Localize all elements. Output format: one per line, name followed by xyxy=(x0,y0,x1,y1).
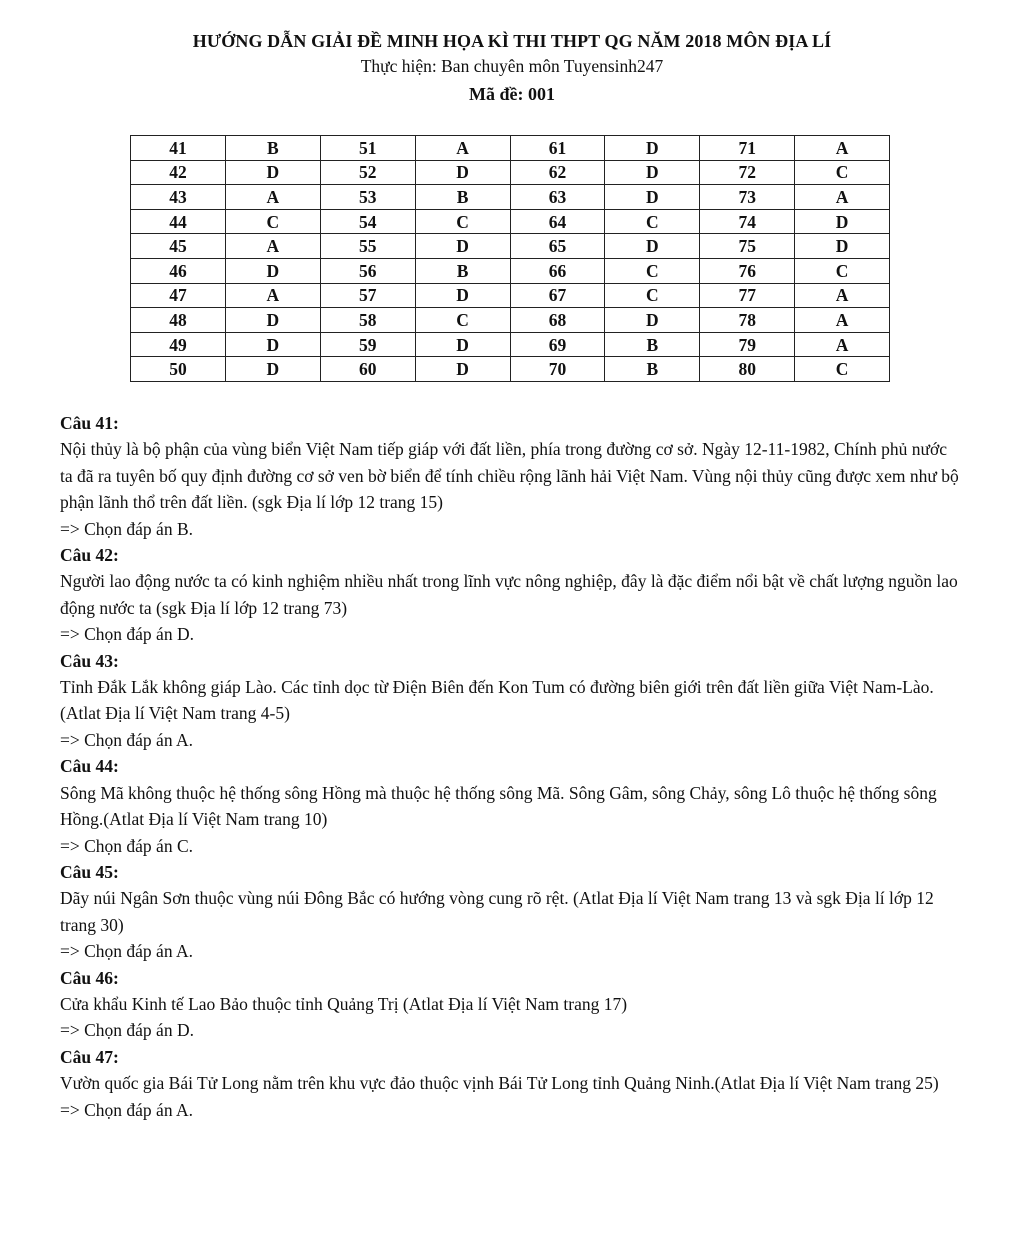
answer-letter-cell: A xyxy=(795,332,890,357)
question-number-cell: 67 xyxy=(510,283,605,308)
answer-letter-cell: D xyxy=(795,209,890,234)
question-explanation: Sông Mã không thuộc hệ thống sông Hồng mà thuộc hệ thống sông Mã. Sông Gâm, sông Chảy, sông Lô thuộc hệ thống sông Hồng.(Atlat Địa lí Việt Nam trang 10) xyxy=(60,782,937,830)
answer-letter-cell: C xyxy=(795,357,890,382)
question-number-cell: 70 xyxy=(510,357,605,382)
answer-letter-cell: B xyxy=(605,357,700,382)
question-number-cell: 52 xyxy=(320,160,415,185)
answer-letter-cell: D xyxy=(415,357,510,382)
question-number-cell: 41 xyxy=(131,136,226,161)
answer-letter-cell: B xyxy=(605,332,700,357)
answer-letter-cell: C xyxy=(415,209,510,234)
answer-letter-cell: D xyxy=(225,160,320,185)
question-title: Câu 46: xyxy=(60,967,119,988)
table-row xyxy=(131,160,890,185)
answer-letter-cell: A xyxy=(795,185,890,210)
question-number-cell: 46 xyxy=(131,258,226,283)
table-row xyxy=(131,136,890,161)
question-block xyxy=(60,753,960,859)
question-block xyxy=(60,965,960,1044)
question-answer: => Chọn đáp án A. xyxy=(60,941,193,962)
question-number-cell: 74 xyxy=(700,209,795,234)
answer-letter-cell: D xyxy=(605,136,700,161)
question-explanation: Vườn quốc gia Bái Tử Long nằm trên khu vực đảo thuộc vịnh Bái Tử Long tỉnh Quảng Ninh.(Atlat Địa lí Việt Nam trang 25) xyxy=(60,1073,939,1094)
answer-letter-cell: B xyxy=(415,185,510,210)
question-number-cell: 44 xyxy=(131,209,226,234)
table-row xyxy=(131,308,890,333)
answer-letter-cell: D xyxy=(795,234,890,259)
question-number-cell: 62 xyxy=(510,160,605,185)
question-number-cell: 64 xyxy=(510,209,605,234)
question-block xyxy=(60,410,960,542)
question-number-cell: 68 xyxy=(510,308,605,333)
explanations-section xyxy=(60,410,960,1123)
question-number-cell: 80 xyxy=(700,357,795,382)
answer-letter-cell: D xyxy=(605,308,700,333)
document-subtitle: Thực hiện: Ban chuyên môn Tuyensinh247 xyxy=(360,56,664,76)
answer-letter-cell: C xyxy=(605,283,700,308)
exam-code: Mã đề: 001 xyxy=(469,84,555,104)
question-number-cell: 49 xyxy=(131,332,226,357)
table-row xyxy=(131,332,890,357)
question-number-cell: 58 xyxy=(320,308,415,333)
answer-letter-cell: C xyxy=(605,209,700,234)
question-number-cell: 77 xyxy=(700,283,795,308)
question-explanation: Tỉnh Đắk Lắk không giáp Lào. Các tỉnh dọc từ Điện Biên đến Kon Tum có đường biên giới trên đất liền giữa Việt Nam-Lào. (Atlat Địa lí Việt Nam trang 4-5) xyxy=(60,677,934,724)
answer-letter-cell: D xyxy=(225,332,320,357)
question-number-cell: 56 xyxy=(320,258,415,283)
question-block xyxy=(60,859,960,965)
document-title: HƯỚNG DẪN GIẢI ĐỀ MINH HỌA KÌ THI THPT QG NĂM 2018 MÔN ĐỊA LÍ xyxy=(192,31,832,51)
question-number-cell: 79 xyxy=(700,332,795,357)
question-answer: => Chọn đáp án A. xyxy=(60,1099,193,1120)
question-explanation: Người lao động nước ta có kinh nghiệm nhiều nhất trong lĩnh vực nông nghiệp, đây là đặc điểm nổi bật về chất lượng nguồn lao động nước ta (sgk Địa lí lớp 12 trang 73) xyxy=(60,571,958,618)
question-number-cell: 54 xyxy=(320,209,415,234)
question-number-cell: 51 xyxy=(320,136,415,161)
question-number-cell: 72 xyxy=(700,160,795,185)
question-title: Câu 45: xyxy=(60,861,119,882)
answer-letter-cell: C xyxy=(795,160,890,185)
table-row xyxy=(131,209,890,234)
question-number-cell: 57 xyxy=(320,283,415,308)
answer-letter-cell: C xyxy=(225,209,320,234)
question-answer: => Chọn đáp án B. xyxy=(60,518,193,539)
answer-letter-cell: C xyxy=(795,258,890,283)
answer-letter-cell: D xyxy=(605,234,700,259)
question-number-cell: 43 xyxy=(131,185,226,210)
question-number-cell: 42 xyxy=(131,160,226,185)
question-block xyxy=(60,542,960,648)
answer-letter-cell: A xyxy=(225,283,320,308)
question-number-cell: 45 xyxy=(131,234,226,259)
answer-letter-cell: C xyxy=(605,258,700,283)
answer-letter-cell: A xyxy=(795,136,890,161)
answer-letter-cell: B xyxy=(415,258,510,283)
question-number-cell: 71 xyxy=(700,136,795,161)
answer-letter-cell: A xyxy=(795,283,890,308)
document-header xyxy=(0,30,1024,108)
table-row xyxy=(131,185,890,210)
answer-letter-cell: D xyxy=(225,258,320,283)
question-answer: => Chọn đáp án D. xyxy=(60,624,194,645)
question-answer: => Chọn đáp án D. xyxy=(60,1020,194,1041)
question-explanation: Dãy núi Ngân Sơn thuộc vùng núi Đông Bắc có hướng vòng cung rõ rệt. (Atlat Địa lí Việt Nam trang 13 và sgk Địa lí lớp 12 trang 30) xyxy=(60,888,934,935)
question-number-cell: 76 xyxy=(700,258,795,283)
question-number-cell: 50 xyxy=(131,357,226,382)
answer-letter-cell: D xyxy=(605,160,700,185)
question-number-cell: 69 xyxy=(510,332,605,357)
answer-letter-cell: A xyxy=(225,185,320,210)
question-number-cell: 60 xyxy=(320,357,415,382)
question-title: Câu 42: xyxy=(60,545,119,566)
answer-key-table xyxy=(130,135,890,382)
question-number-cell: 47 xyxy=(131,283,226,308)
answer-letter-cell: A xyxy=(225,234,320,259)
answer-letter-cell: A xyxy=(415,136,510,161)
answer-letter-cell: C xyxy=(415,308,510,333)
answer-letter-cell: D xyxy=(225,308,320,333)
question-number-cell: 59 xyxy=(320,332,415,357)
question-number-cell: 73 xyxy=(700,185,795,210)
answer-letter-cell: D xyxy=(225,357,320,382)
question-number-cell: 65 xyxy=(510,234,605,259)
question-number-cell: 63 xyxy=(510,185,605,210)
question-block xyxy=(60,1044,960,1123)
answer-letter-cell: B xyxy=(225,136,320,161)
answer-letter-cell: D xyxy=(415,283,510,308)
answer-key-body xyxy=(131,136,890,382)
question-number-cell: 66 xyxy=(510,258,605,283)
table-row xyxy=(131,357,890,382)
question-answer: => Chọn đáp án A. xyxy=(60,729,193,750)
table-row xyxy=(131,258,890,283)
table-row xyxy=(131,283,890,308)
question-title: Câu 47: xyxy=(60,1046,119,1067)
question-title: Câu 41: xyxy=(60,413,119,433)
question-number-cell: 61 xyxy=(510,136,605,161)
answer-letter-cell: D xyxy=(415,160,510,185)
question-number-cell: 75 xyxy=(700,234,795,259)
question-answer: => Chọn đáp án C. xyxy=(60,835,193,856)
question-explanation: Cửa khẩu Kinh tế Lao Bảo thuộc tỉnh Quảng Trị (Atlat Địa lí Việt Nam trang 17) xyxy=(60,993,628,1014)
answer-letter-cell: D xyxy=(415,234,510,259)
question-number-cell: 53 xyxy=(320,185,415,210)
answer-letter-cell: A xyxy=(795,308,890,333)
question-number-cell: 78 xyxy=(700,308,795,333)
question-block xyxy=(60,648,960,754)
table-row xyxy=(131,234,890,259)
question-number-cell: 55 xyxy=(320,234,415,259)
answer-letter-cell: D xyxy=(415,332,510,357)
answer-letter-cell: D xyxy=(605,185,700,210)
question-title: Câu 44: xyxy=(60,756,119,777)
question-number-cell: 48 xyxy=(131,308,226,333)
question-title: Câu 43: xyxy=(60,650,119,671)
question-explanation: Nội thủy là bộ phận của vùng biển Việt Nam tiếp giáp với đất liền, phía trong đường cơ sở. Ngày 12-11-1982, Chính phủ nước ta đã ra tuyên bố quy định đường cơ sở ven bờ biển để tính chiều rộng lãnh hải Việt Nam. Vùng nội thủy cũng được xem như bộ phận lãnh thổ trên đất liền. (sgk Địa lí lớp 12 trang 15) xyxy=(60,439,959,513)
